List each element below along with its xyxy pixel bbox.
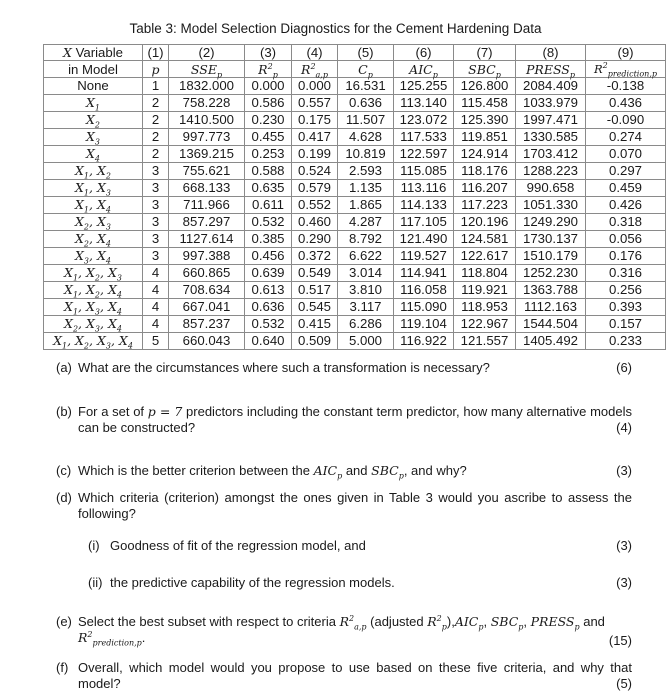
cell-aic: 116.922 <box>394 333 454 350</box>
cell-sbc: 119.851 <box>454 129 516 146</box>
question-text: What are the circumstances where such a transformation is necessary? <box>78 360 490 375</box>
cell-r2: 0.230 <box>245 112 292 129</box>
cell-p: 2 <box>143 112 169 129</box>
table-row <box>44 231 666 248</box>
table-row <box>44 299 666 316</box>
cell-r2a: 0.417 <box>292 129 338 146</box>
cell-r2: 0.532 <box>245 214 292 231</box>
cell-model: $X_4$ <box>44 146 143 163</box>
cell-r2: 0.636 <box>245 299 292 316</box>
cell-p: 2 <box>143 129 169 146</box>
cell-model: $X_1$, $X_2$ <box>44 163 143 180</box>
question-d-i <box>56 538 632 554</box>
cell-cp: 3.014 <box>338 265 394 282</box>
cell-r2a: 0.579 <box>292 180 338 197</box>
cell-press: 1997.471 <box>516 112 586 129</box>
header-col-9: (9) <box>586 45 666 61</box>
question-label: (e) <box>56 614 72 629</box>
cell-cp: 16.531 <box>338 78 394 95</box>
cell-press: 990.658 <box>516 180 586 197</box>
cell-r2pred: 0.157 <box>586 316 666 333</box>
cell-p: 4 <box>143 299 169 316</box>
header-row-1 <box>44 45 666 61</box>
cell-sbc: 122.967 <box>454 316 516 333</box>
question-text: Which criteria (criterion) amongst the ones given in Table 3 would you ascribe to assess the following? <box>78 490 632 521</box>
cell-r2a: 0.524 <box>292 163 338 180</box>
question-d-ii <box>56 575 632 591</box>
cell-press: 1249.290 <box>516 214 586 231</box>
cell-model: $X_1$, $X_2$, $X_4$ <box>44 282 143 299</box>
cell-sbc: 122.617 <box>454 248 516 265</box>
cell-press: 1730.137 <box>516 231 586 248</box>
cell-press: 1703.412 <box>516 146 586 163</box>
cell-aic: 114.941 <box>394 265 454 282</box>
question-marks: (3) <box>616 575 632 590</box>
cell-press: 1405.492 <box>516 333 586 350</box>
table-row <box>44 180 666 197</box>
cell-sbc: 125.390 <box>454 112 516 129</box>
table-row <box>44 333 666 350</box>
header-col-8: (8) <box>516 45 586 61</box>
table-row <box>44 146 666 163</box>
cell-model: $X_2$ <box>44 112 143 129</box>
cell-model: None <box>44 78 143 95</box>
cell-aic: 116.058 <box>394 282 454 299</box>
cell-r2pred: 0.318 <box>586 214 666 231</box>
cell-sse: 660.043 <box>169 333 245 350</box>
cell-model: $X_1$, $X_3$, $X_4$ <box>44 299 143 316</box>
table-body <box>44 78 666 350</box>
cell-r2pred: 0.274 <box>586 129 666 146</box>
cell-p: 2 <box>143 146 169 163</box>
cell-r2pred: 0.233 <box>586 333 666 350</box>
cell-sbc: 116.207 <box>454 180 516 197</box>
cell-sse: 1832.000 <box>169 78 245 95</box>
table-row <box>44 112 666 129</box>
cell-cp: 1.135 <box>338 180 394 197</box>
cell-press: 1252.230 <box>516 265 586 282</box>
cell-sbc: 126.800 <box>454 78 516 95</box>
cell-sse: 758.228 <box>169 95 245 112</box>
cell-r2pred: 0.070 <box>586 146 666 163</box>
question-marks: (5) <box>616 676 632 691</box>
cell-p: 3 <box>143 163 169 180</box>
cell-sse: 755.621 <box>169 163 245 180</box>
cell-model: $X_1$, $X_2$, $X_3$, $X_4$ <box>44 333 143 350</box>
cell-r2: 0.532 <box>245 316 292 333</box>
table-row <box>44 316 666 333</box>
cell-cp: 4.287 <box>338 214 394 231</box>
header-r2a: $R^2_{a,p}$ <box>292 61 338 78</box>
cell-aic: 117.533 <box>394 129 454 146</box>
cell-press: 1330.585 <box>516 129 586 146</box>
cell-r2: 0.639 <box>245 265 292 282</box>
question-text: the predictive capability of the regression models. <box>110 575 395 590</box>
cell-press: 1363.788 <box>516 282 586 299</box>
cell-aic: 123.072 <box>394 112 454 129</box>
cell-r2a: 0.000 <box>292 78 338 95</box>
cell-p: 4 <box>143 265 169 282</box>
cell-sse: 711.966 <box>169 197 245 214</box>
cell-cp: 3.810 <box>338 282 394 299</box>
cell-r2: 0.455 <box>245 129 292 146</box>
cell-r2a: 0.509 <box>292 333 338 350</box>
cell-r2pred: 0.176 <box>586 248 666 265</box>
cell-press: 1051.330 <box>516 197 586 214</box>
cell-model: $X_2$, $X_3$ <box>44 214 143 231</box>
cell-model: $X_3$ <box>44 129 143 146</box>
question-text: Overall, which model would you propose to use based on these five criteria, and why that model? <box>78 660 632 691</box>
table-row <box>44 197 666 214</box>
cell-sse: 857.237 <box>169 316 245 333</box>
cell-r2: 0.385 <box>245 231 292 248</box>
cell-r2pred: 0.316 <box>586 265 666 282</box>
header-sse: $SSE_p$ <box>169 61 245 78</box>
cell-sbc: 120.196 <box>454 214 516 231</box>
question-c <box>56 463 632 479</box>
cell-model: $X_1$, $X_3$ <box>44 180 143 197</box>
cell-cp: 5.000 <box>338 333 394 350</box>
cell-sse: 660.865 <box>169 265 245 282</box>
cell-aic: 115.085 <box>394 163 454 180</box>
question-label: (d) <box>56 490 72 505</box>
cell-r2: 0.253 <box>245 146 292 163</box>
cell-press: 1112.163 <box>516 299 586 316</box>
cell-sse: 1369.215 <box>169 146 245 163</box>
question-text: Goodness of fit of the regression model, and <box>110 538 366 553</box>
cell-p: 3 <box>143 214 169 231</box>
cell-p: 3 <box>143 180 169 197</box>
cell-r2pred: -0.090 <box>586 112 666 129</box>
cell-sse: 1410.500 <box>169 112 245 129</box>
cell-r2: 0.586 <box>245 95 292 112</box>
table-row <box>44 129 666 146</box>
cell-r2pred: -0.138 <box>586 78 666 95</box>
table-row <box>44 78 666 95</box>
cell-p: 3 <box>143 248 169 265</box>
header-cp: $C_p$ <box>338 61 394 78</box>
question-label: (ii) <box>88 575 103 590</box>
cell-r2a: 0.517 <box>292 282 338 299</box>
cell-sse: 667.041 <box>169 299 245 316</box>
cell-cp: 3.117 <box>338 299 394 316</box>
cell-aic: 122.597 <box>394 146 454 163</box>
question-marks: (3) <box>616 538 632 553</box>
cell-sbc: 119.921 <box>454 282 516 299</box>
cell-cp: 10.819 <box>338 146 394 163</box>
cell-r2pred: 0.426 <box>586 197 666 214</box>
cell-cp: 6.622 <box>338 248 394 265</box>
cell-p: 1 <box>143 78 169 95</box>
question-marks: (15) <box>608 633 632 648</box>
cell-aic: 121.490 <box>394 231 454 248</box>
cell-model: $X_2$, $X_3$, $X_4$ <box>44 316 143 333</box>
header-col-5: (5) <box>338 45 394 61</box>
question-text: Select the best subset with respect to criteria $R^2_{a,p}$ (adjusted $R^2_p),AIC_p$, $SBC_p$, $PRESS_p$ and $R^2_{prediction,p}$. <box>78 613 605 648</box>
cell-model: $X_1$ <box>44 95 143 112</box>
cell-press: 1033.979 <box>516 95 586 112</box>
cell-r2pred: 0.297 <box>586 163 666 180</box>
header-r2pred: $R^2_{prediction,p}$ <box>586 61 666 78</box>
cell-r2: 0.640 <box>245 333 292 350</box>
question-b <box>56 404 632 436</box>
cell-sse: 1127.614 <box>169 231 245 248</box>
cell-sse: 708.634 <box>169 282 245 299</box>
question-marks: (4) <box>616 420 632 435</box>
header-row-2 <box>44 61 666 78</box>
cell-press: 2084.409 <box>516 78 586 95</box>
cell-p: 5 <box>143 333 169 350</box>
cell-p: 3 <box>143 197 169 214</box>
cell-model: $X_3$, $X_4$ <box>44 248 143 265</box>
cell-r2: 0.456 <box>245 248 292 265</box>
cell-aic: 119.527 <box>394 248 454 265</box>
question-text: Which is the better criterion between the $AIC_p$ and $SBC_p$, and why? <box>78 463 467 481</box>
question-marks: (6) <box>616 360 632 375</box>
cell-r2pred: 0.256 <box>586 282 666 299</box>
question-marks: (3) <box>616 463 632 478</box>
cell-r2pred: 0.393 <box>586 299 666 316</box>
cell-press: 1544.504 <box>516 316 586 333</box>
cell-sbc: 121.557 <box>454 333 516 350</box>
table-caption: Table 3: Model Selection Diagnostics for the Cement Hardening Data <box>129 21 542 36</box>
cell-cp: 4.628 <box>338 129 394 146</box>
question-label: (f) <box>56 660 69 675</box>
cell-aic: 115.090 <box>394 299 454 316</box>
cell-sse: 997.773 <box>169 129 245 146</box>
header-press: $PRESS_p$ <box>516 61 586 78</box>
cell-sbc: 124.581 <box>454 231 516 248</box>
cell-r2a: 0.372 <box>292 248 338 265</box>
cell-r2a: 0.199 <box>292 146 338 163</box>
cell-sse: 668.133 <box>169 180 245 197</box>
cell-cp: 2.593 <box>338 163 394 180</box>
header-aic: $AIC_p$ <box>394 61 454 78</box>
cell-aic: 117.105 <box>394 214 454 231</box>
cell-press: 1510.179 <box>516 248 586 265</box>
cell-r2a: 0.545 <box>292 299 338 316</box>
question-d <box>56 490 632 522</box>
cell-sbc: 115.458 <box>454 95 516 112</box>
question-e <box>56 614 632 646</box>
cell-aic: 113.116 <box>394 180 454 197</box>
cell-model: $X_1$, $X_4$ <box>44 197 143 214</box>
cell-aic: 114.133 <box>394 197 454 214</box>
cell-r2: 0.613 <box>245 282 292 299</box>
table-row <box>44 282 666 299</box>
cell-sse: 857.297 <box>169 214 245 231</box>
table-row <box>44 248 666 265</box>
question-label: (c) <box>56 463 72 478</box>
question-label: (a) <box>56 360 72 375</box>
cell-aic: 113.140 <box>394 95 454 112</box>
cell-cp: 0.636 <box>338 95 394 112</box>
header-in-model: in Model <box>44 61 143 78</box>
cell-r2a: 0.175 <box>292 112 338 129</box>
cell-r2pred: 0.436 <box>586 95 666 112</box>
cell-sbc: 118.176 <box>454 163 516 180</box>
header-col-2: (2) <box>169 45 245 61</box>
cell-r2a: 0.549 <box>292 265 338 282</box>
cell-r2: 0.611 <box>245 197 292 214</box>
cell-r2: 0.000 <box>245 78 292 95</box>
header-col-7: (7) <box>454 45 516 61</box>
cell-r2a: 0.557 <box>292 95 338 112</box>
question-text: For a set of p = 7 predictors including the constant term predictor, how many alternative models can be constructed? <box>78 404 632 435</box>
cell-p: 4 <box>143 316 169 333</box>
cell-r2a: 0.460 <box>292 214 338 231</box>
header-sbc: $SBC_p$ <box>454 61 516 78</box>
cell-r2: 0.635 <box>245 180 292 197</box>
diagnostics-table <box>43 44 666 350</box>
header-col-6: (6) <box>394 45 454 61</box>
cell-r2a: 0.290 <box>292 231 338 248</box>
cell-aic: 119.104 <box>394 316 454 333</box>
header-col-3: (3) <box>245 45 292 61</box>
table-row <box>44 95 666 112</box>
table-row <box>44 265 666 282</box>
table-row <box>44 163 666 180</box>
cell-sbc: 118.953 <box>454 299 516 316</box>
cell-r2pred: 0.459 <box>586 180 666 197</box>
cell-sse: 997.388 <box>169 248 245 265</box>
cell-p: 4 <box>143 282 169 299</box>
question-f <box>56 660 632 692</box>
cell-sbc: 117.223 <box>454 197 516 214</box>
cell-cp: 1.865 <box>338 197 394 214</box>
cell-r2pred: 0.056 <box>586 231 666 248</box>
cell-sbc: 124.914 <box>454 146 516 163</box>
header-x-variable: X Variable <box>44 45 143 61</box>
cell-sbc: 118.804 <box>454 265 516 282</box>
cell-cp: 8.792 <box>338 231 394 248</box>
cell-aic: 125.255 <box>394 78 454 95</box>
question-a <box>56 360 632 376</box>
cell-press: 1288.223 <box>516 163 586 180</box>
cell-r2a: 0.415 <box>292 316 338 333</box>
table-row <box>44 214 666 231</box>
header-p: p <box>143 61 169 78</box>
header-r2: $R^2_p$ <box>245 61 292 78</box>
question-label: (b) <box>56 404 72 419</box>
cell-cp: 11.507 <box>338 112 394 129</box>
cell-model: $X_2$, $X_4$ <box>44 231 143 248</box>
header-col-1: (1) <box>143 45 169 61</box>
cell-r2a: 0.552 <box>292 197 338 214</box>
cell-p: 3 <box>143 231 169 248</box>
cell-cp: 6.286 <box>338 316 394 333</box>
cell-r2: 0.588 <box>245 163 292 180</box>
header-col-4: (4) <box>292 45 338 61</box>
cell-p: 2 <box>143 95 169 112</box>
cell-model: $X_1$, $X_2$, $X_3$ <box>44 265 143 282</box>
question-label: (i) <box>88 538 100 553</box>
